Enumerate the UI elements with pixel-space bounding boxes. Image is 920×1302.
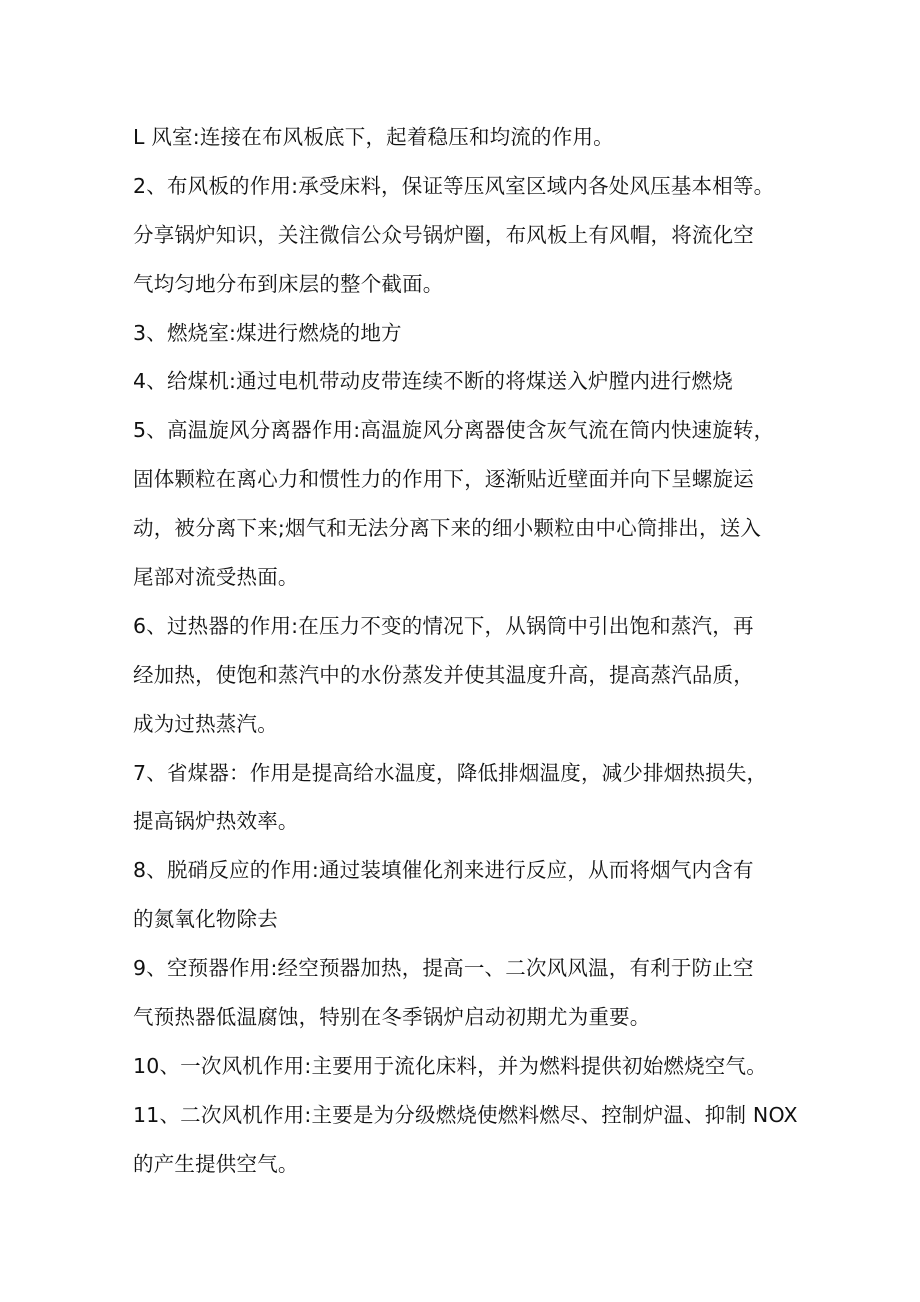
text-line-21: 11、二次风机作用:主要是为分级燃烧使燃料燃尽、控制炉温、抑制 NOX [133,1102,798,1127]
text-line-19: 气预热器低温腐蚀，特别在冬季锅炉启动初期尤为重要。 [133,1005,651,1030]
text-line-3: 分享锅炉知识，关注微信公众号锅炉圈，布风板上有风帽，将流化空 [133,222,754,247]
text-line-10: 尾部对流受热面。 [133,565,299,590]
text-line-17: 的氮氧化物除去 [133,907,278,932]
text-line-7: 5、高温旋风分离器作用:高温旋风分离器使含灰气流在筒内快速旋转， [133,418,775,443]
text-line-14: 7、省煤器：作用是提高给水温度，降低排烟温度，减少排烟热损失， [133,760,768,785]
text-line-2: 2、布风板的作用:承受床料，保证等压风室区域内各处风压基本相等。 [133,173,775,198]
text-line-13: 成为过热蒸汽。 [133,711,278,736]
text-line-5: 3、燃烧室:煤进行燃烧的地方 [133,320,402,345]
text-line-12: 经加热，使饱和蒸汽中的水份蒸发并使其温度升高，提高蒸汽品质， [133,662,754,687]
text-line-20: 10、一次风机作用:主要用于流化床料，并为燃料提供初始燃烧空气。 [133,1053,767,1078]
text-line-11: 6、过热器的作用:在压力不变的情况下，从锅筒中引出饱和蒸汽，再 [133,613,754,638]
text-line-4: 气均匀地分布到床层的整个截面。 [133,271,444,296]
text-line-22: 的产生提供空气。 [133,1151,299,1176]
text-line-18: 9、空预器作用:经空预器加热，提高一、二次风风温，有利于防止空 [133,956,754,981]
text-line-16: 8、脱硝反应的作用:通过装填催化剂来进行反应，从而将烟气内含有 [133,858,754,883]
text-line-9: 动，被分离下来;烟气和无法分离下来的细小颗粒由中心筒排出，送入 [133,516,762,541]
text-line-6: 4、给煤机:通过电机带动皮带连续不断的将煤送入炉膛内进行燃烧 [133,369,733,394]
text-line-1: L 风室:连接在布风板底下，起着稳压和均流的作用。 [133,125,614,149]
document-body [133,113,803,1189]
text-line-15: 提高锅炉热效率。 [133,809,299,834]
text-line-8: 固体颗粒在离心力和惯性力的作用下，逐渐贴近壁面并向下呈螺旋运 [133,467,754,492]
